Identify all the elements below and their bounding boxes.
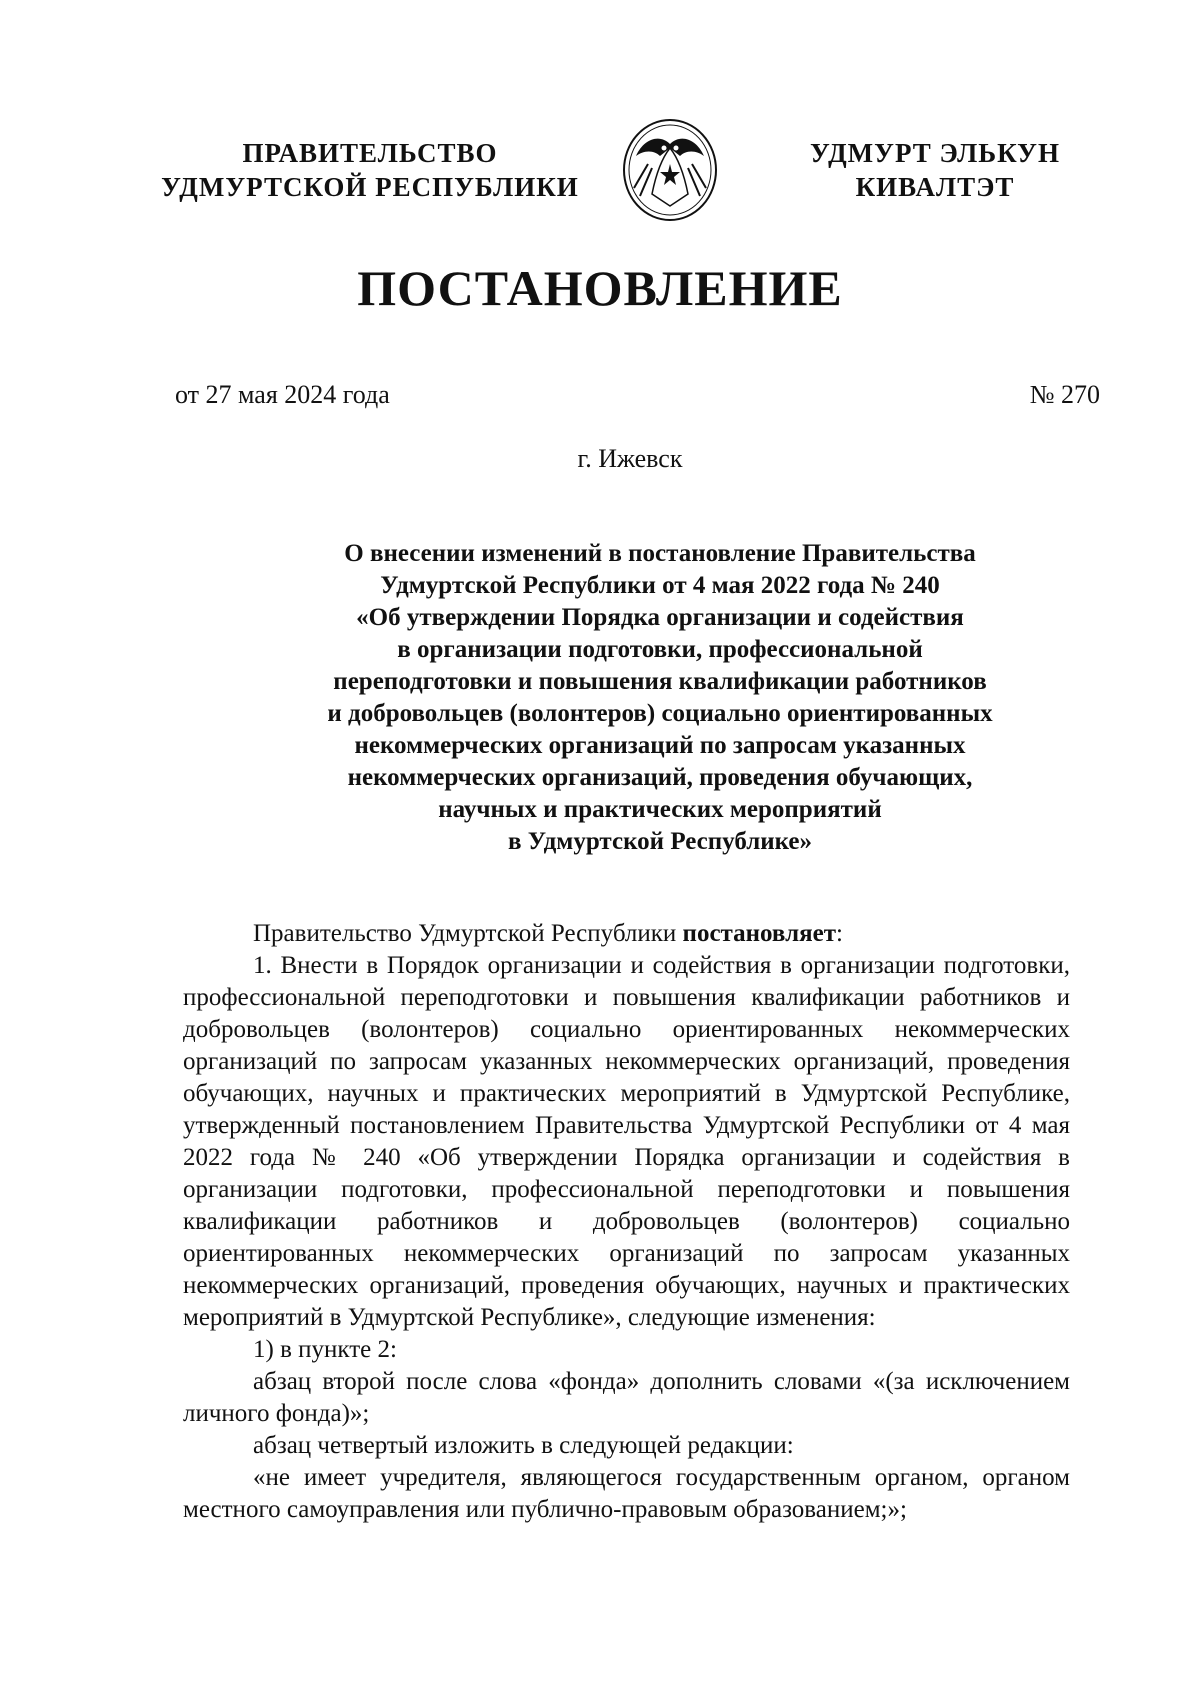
subject-line: в Удмуртской Республике» [507, 828, 813, 855]
body-paragraph: абзац второй после слова «фонда» дополнить словами «(за исключением личного фонда)»; [183, 1368, 1070, 1427]
udmurt-coat-of-arms-icon [612, 118, 728, 222]
issuer-line: УДМУРТ ЭЛЬКУН [810, 138, 1060, 168]
body-paragraph: абзац четвертый изложить в следующей редакции: [253, 1432, 794, 1459]
issuer-line: УДМУРТСКОЙ РЕСПУБЛИКИ [161, 172, 579, 202]
subject-line: и добровольцев (волонтеров) социально ориентированных [327, 700, 993, 727]
subject-line: в организации подготовки, профессиональной [397, 636, 923, 663]
document-body [183, 918, 1070, 1526]
subject-line: некоммерческих организаций, проведения обучающих, [347, 764, 973, 791]
intro-verb: постановляет [682, 920, 837, 947]
document-title: ПОСТАНОВЛЕНИЕ [357, 260, 843, 316]
document-date: от 27 мая 2024 года [175, 380, 390, 409]
subject-line: Удмуртской Республики от 4 мая 2022 года № 240 [380, 572, 940, 599]
issuer-name-russian [150, 136, 590, 204]
subject-line: О внесении изменений в постановление Правительства [344, 540, 976, 567]
body-paragraph: 1) в пункте 2: [253, 1336, 397, 1363]
body-paragraph: 1. Внести в Порядок организации и содействия в организации подготовки, профессиональной переподготовки и повышения квалификации работников и добровольцев (волонтеров) социально ориентированных некоммерческих организаций по запросам указанных некоммерческих организаций, проведения обучающих, научных и практических мероприятий в Удмуртской Республике, утвержденный постановлением Правительства Удмуртской Республики от 4 мая 2022 года № 240 «Об утверждении Порядка организации и содействия в организации подготовки, профессиональной переподготовки и повышения квалификации работников и добровольцев (волонтеров) социально ориентированных некоммерческих организаций по запросам указанных некоммерческих организаций, проведения обучающих, научных и практических мероприятий в Удмуртской Республике», следующие изменения: [183, 952, 1070, 1331]
document-city: г. Ижевск [577, 444, 683, 473]
intro-text: Правительство Удмуртской Республики [253, 920, 683, 947]
subject-line: «Об утверждении Порядка организации и содействия [356, 604, 964, 631]
subject-line: научных и практических мероприятий [438, 796, 882, 823]
issuer-name-udmurt [790, 136, 1080, 204]
document-subject [250, 538, 1070, 858]
subject-line: переподготовки и повышения квалификации работников [333, 668, 987, 695]
intro-colon: : [836, 920, 843, 947]
document-number: № 270 [1029, 380, 1100, 409]
issuer-line: ПРАВИТЕЛЬСТВО [242, 138, 498, 168]
issuer-line: КИВАЛТЭТ [855, 172, 1015, 202]
body-paragraph: «не имеет учредителя, являющегося государственным органом, органом местного самоуправления или публично-правовым образованием;»; [183, 1464, 1070, 1523]
subject-line: некоммерческих организаций по запросам указанных [354, 732, 966, 759]
intro-paragraph [183, 918, 1070, 950]
